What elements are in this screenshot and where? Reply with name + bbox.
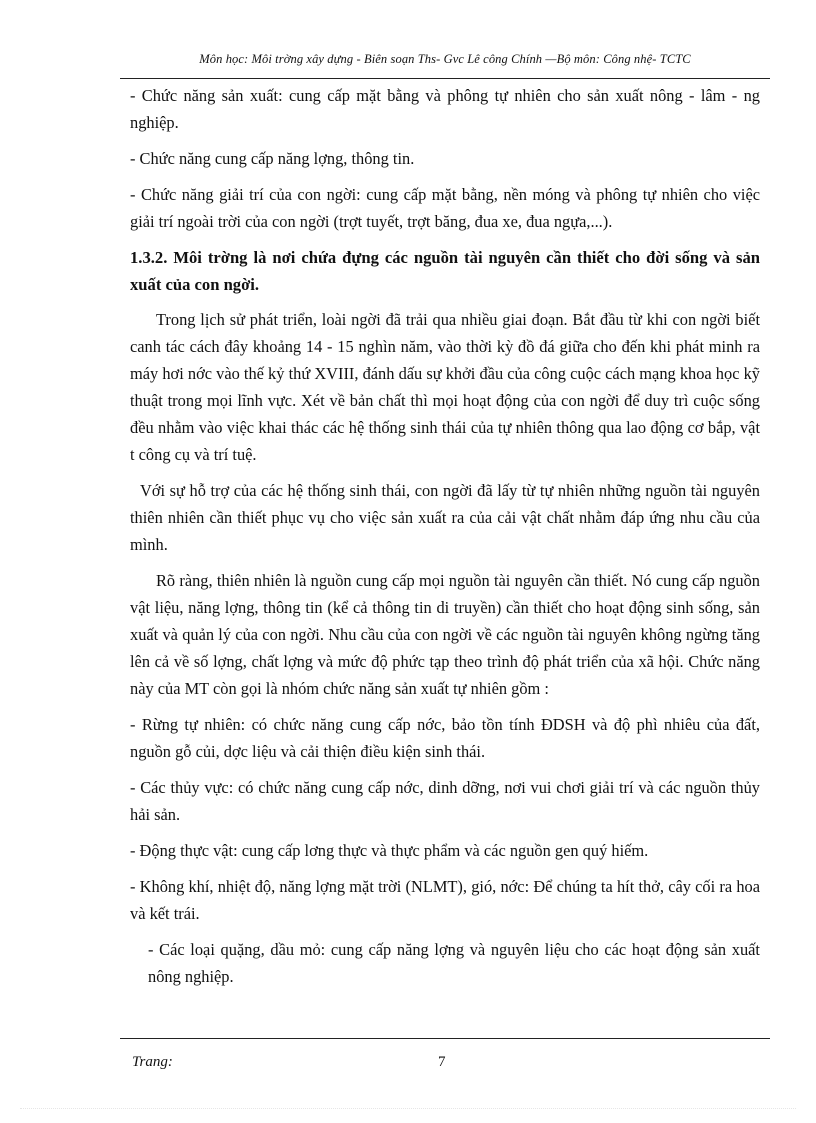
footer-divider [120,1038,770,1039]
document-body [130,82,760,999]
header-divider [120,78,770,79]
paragraph-production-function: - Chức năng sản xuất: cung cấp mặt bằng và phông tự nhiên cho sản xuất nông - lâm - ng nghiệp. [130,86,760,132]
list-item-minerals: - Các loại quặng, dầu mỏ: cung cấp năng lợng và nguyên liệu cho các hoạt động sản xuất nông nghiệp. [148,940,760,986]
list-item-air-climate: - Không khí, nhiệt độ, năng lợng mặt trời (NLMT), gió, nớc: Để chúng ta hít thở, cây cối ra hoa và kết trái. [130,877,760,923]
paragraph-energy-function: - Chức năng cung cấp năng lợng, thông tin. [130,149,415,168]
section-heading: 1.3.2. Môi trờng là nơi chứa đựng các nguồn tài nguyên cần thiết cho đời sống và sản xuất của con ngời. [130,248,760,294]
list-item-water-bodies: - Các thủy vực: có chức năng cung cấp nớc, dinh dỡng, nơi vui chơi giải trí và các nguồn thủy hải sản. [130,778,760,824]
list-item-flora-fauna: - Động thực vật: cung cấp lơng thực và thực phẩm và các nguồn gen quý hiếm. [130,841,649,860]
paragraph-nature-resources: Rõ ràng, thiên nhiên là nguồn cung cấp mọi nguồn tài nguyên cần thiết. Nó cung cấp nguồn vật liệu, năng lợng, thông tin (kể cả thông tin di truyền) cần thiết cho hoạt động sinh sống, sản xuất và quản lý của con ngời. Nhu cầu của con ngời về các nguồn tài nguyên không ngừng tăng lên cả về số lợng, chất lợng và mức độ phức tạp theo trình độ phát triển của xã hội. Chức năng này của MT còn gọi là nhóm chức năng sản xuất tự nhiên gồm : [130,571,760,698]
paragraph-recreation-function: - Chức năng giải trí của con ngời: cung cấp mặt bằng, nền móng và phông tự nhiên cho việc giải trí ngoài trời của con ngời (trợt tuyết, trợt băng, đua xe, đua ngựa,...). [130,185,760,231]
footer-page-label: Trang: [132,1054,173,1070]
page-bottom-dotted-line [20,1108,796,1109]
paragraph-history: Trong lịch sử phát triển, loài ngời đã trải qua nhiều giai đoạn. Bắt đầu từ khi con ngời biết canh tác cách đây khoảng 14 - 15 nghìn năm, vào thời kỳ đồ đá giữa cho đến khi phát minh ra máy hơi nớc vào thế kỷ thứ XVIII, đánh dấu sự khởi đầu của công cuộc cách mạng khoa học kỹ thuật trong mọi lĩnh vực. Xét về bản chất thì mọi hoạt động của con ngời để duy trì cuộc sống đều nhằm vào việc khai thác các hệ thống sinh thái của tự nhiên thông qua lao động cơ bắp, vật t công cụ và trí tuệ. [130,310,760,464]
paragraph-ecosystem-support: Với sự hỗ trợ của các hệ thống sinh thái, con ngời đã lấy từ tự nhiên những nguồn tài nguyên thiên nhiên cần thiết phục vụ cho việc sản xuất ra của cải vật chất nhằm đáp ứng nhu cầu của mình. [130,481,760,554]
page-number: 7 [438,1054,446,1070]
list-item-forest: - Rừng tự nhiên: có chức năng cung cấp nớc, bảo tồn tính ĐDSH và độ phì nhiêu của đất, nguồn gỗ củi, dợc liệu và cải thiện điều kiện sinh thái. [130,715,760,761]
page-header: Môn học: Môi trờng xây dựng - Biên soạn Ths- Gvc Lê công Chính —Bộ môn: Công nhệ- TCTC [199,52,691,66]
